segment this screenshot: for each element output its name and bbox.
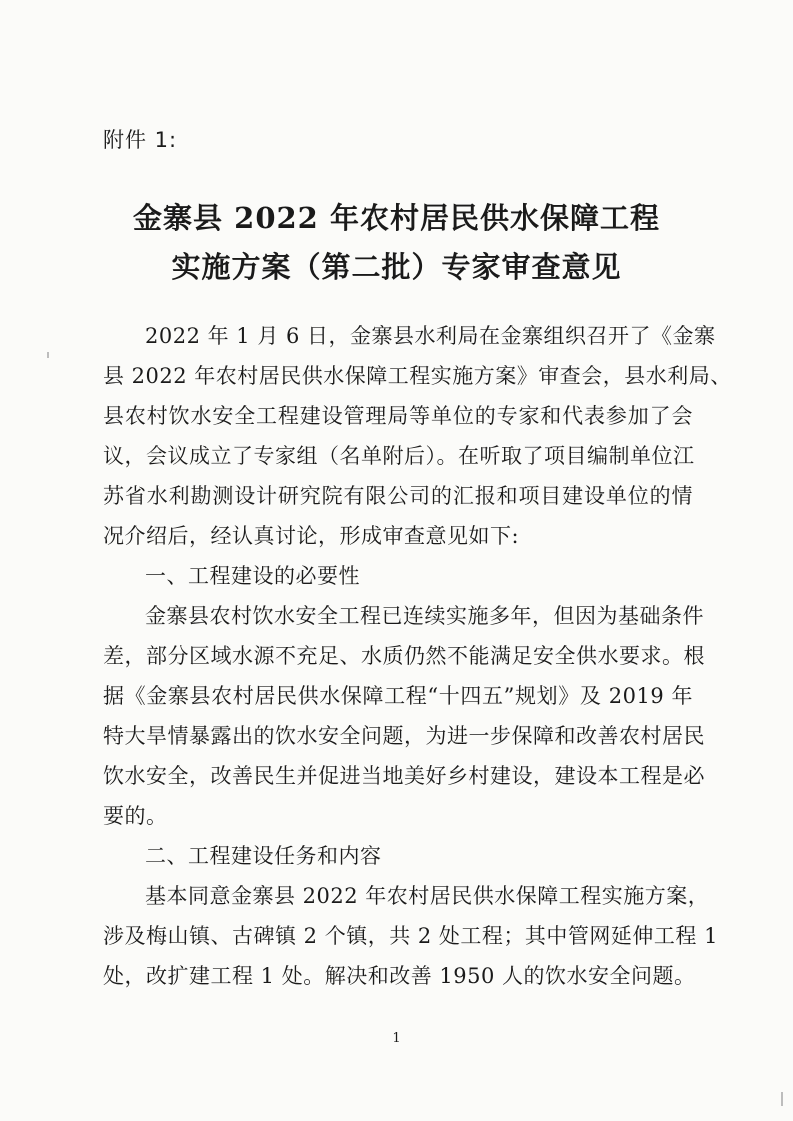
intro-line: 苏省水利勘测设计研究院有限公司的汇报和项目建设单位的情 bbox=[103, 484, 693, 508]
section1-line: 金寨县农村饮水安全工程已连续实施多年，但因为基础条件 bbox=[145, 604, 704, 628]
page-number: 1 bbox=[392, 1031, 401, 1046]
document-title-line-2: 实施方案（第二批）专家审查意见 bbox=[171, 250, 622, 284]
intro-line: 况介绍后，经认真讨论，形成审查意见如下: bbox=[103, 524, 520, 548]
intro-line: 县农村饮水安全工程建设管理局等单位的专家和代表参加了会 bbox=[103, 404, 693, 428]
attachment-label: 附件 1: bbox=[103, 128, 178, 152]
section1-line: 据《金寨县农村居民供水保障工程“十四五”规划》及 2019 年 bbox=[103, 684, 693, 708]
scan-speck bbox=[47, 352, 49, 358]
intro-line: 2022 年 1 月 6 日，金寨县水利局在金寨组织召开了《金寨 bbox=[145, 324, 716, 348]
section-heading-tasks: 二、工程建设任务和内容 bbox=[145, 844, 382, 868]
section2-line: 基本同意金寨县 2022 年农村居民供水保障工程实施方案， bbox=[145, 884, 710, 908]
intro-line: 议，会议成立了专家组（名单附后）。在听取了项目编制单位江 bbox=[103, 444, 695, 468]
section1-line: 要的。 bbox=[103, 804, 168, 828]
intro-line: 县 2022 年农村居民供水保障工程实施方案》审查会，县水利局、 bbox=[103, 364, 732, 388]
section2-line: 涉及梅山镇、古碑镇 2 个镇，共 2 处工程；其中管网延伸工程 1 bbox=[103, 924, 718, 948]
section1-line: 特大旱情暴露出的饮水安全问题，为进一步保障和改善农村居民 bbox=[103, 724, 705, 748]
section1-line: 差，部分区域水源不充足、水质仍然不能满足安全供水要求。根 bbox=[103, 644, 705, 668]
section-heading-necessity: 一、工程建设的必要性 bbox=[145, 564, 360, 588]
document-title-line-1: 金寨县 2022 年农村居民供水保障工程 bbox=[133, 201, 660, 235]
scan-speck bbox=[781, 1092, 783, 1106]
section1-line: 饮水安全，改善民生并促进当地美好乡村建设，建设本工程是必 bbox=[103, 764, 705, 788]
section2-line: 处，改扩建工程 1 处。解决和改善 1950 人的饮水安全问题。 bbox=[103, 964, 696, 988]
